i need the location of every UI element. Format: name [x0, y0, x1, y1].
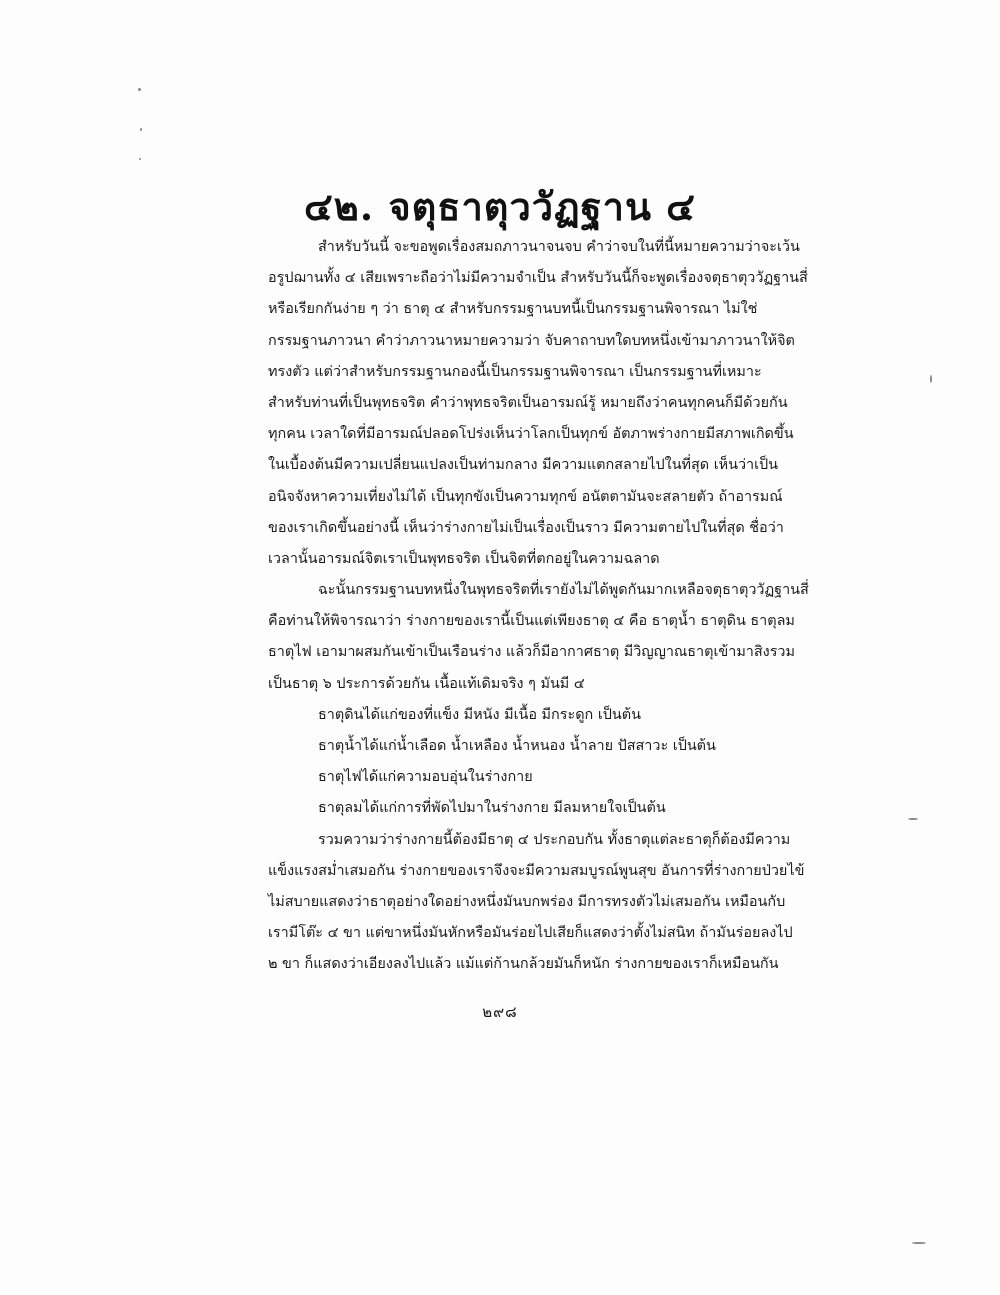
text-line: ๒ ขา ก็แสดงว่าเอียงลงไปแล้ว แม้แต่ก้านกล้วยมันก็หนัก ร่างกายของเราก็เหมือนกัน — [268, 956, 779, 973]
text-line: อรูปฌานทั้ง ๔ เสียเพราะถือว่าไม่มีความจำเป็น สำหรับวันนี้ก็จะพูดเรื่องจตุธาตุววัฏฐานสี่ — [268, 270, 808, 287]
scan-speck — [140, 128, 142, 131]
text-line: ในเบื้องต้นมีความเปลี่ยนแปลงเป็นท่ามกลาง มีความแตกสลายไปในที่สุด เห็นว่าเป็น — [268, 457, 779, 474]
scan-speck — [912, 1242, 926, 1244]
text-line: คือท่านให้พิจารณาว่า ร่างกายของเรานี้เป็นแต่เพียงธาตุ ๔ คือ ธาตุน้ำ ธาตุดิน ธาตุลม — [268, 613, 795, 630]
text-line: แข็งแรงสม่ำเสมอกัน ร่างกายของเราจึงจะมีความสมบูรณ์พูนสุข อันการที่ร่างกายป่วยไข้ — [268, 862, 805, 879]
text-line: ธาตุไฟได้แก่ความอบอุ่นในร่างกาย — [318, 769, 533, 786]
text-line: เวลานั้นอารมณ์จิตเราเป็นพุทธจริต เป็นจิตที่ตกอยู่ในความฉลาด — [268, 550, 660, 567]
text-line: กรรมฐานภาวนา คำว่าภาวนาหมายความว่า จับคาถาบทใดบทหนึ่งเข้ามาภาวนาให้จิต — [268, 332, 795, 349]
text-line: ไม่สบายแสดงว่าธาตุอย่างใดอย่างหนึ่งมันบกพร่อง มีการทรงตัวไม่เสมอกัน เหมือนกับ — [268, 893, 786, 910]
scan-speck — [138, 88, 141, 91]
text-line: ธาตุไฟ เอามาผสมกันเข้าเป็นเรือนร่าง แล้วก็มีอากาศธาตุ มีวิญญาณธาตุเข้ามาสิงรวม — [268, 644, 795, 661]
text-line: ธาตุลมได้แก่การที่พัดไปมาในร่างกาย มีลมหายใจเป็นต้น — [318, 800, 666, 817]
text-line: ทรงตัว แต่ว่าสำหรับกรรมฐานกองนี้เป็นกรรมฐานพิจารณา เป็นกรรมฐานที่เหมาะ — [268, 363, 762, 380]
text-line: ฉะนั้นกรรมฐานบทหนึ่งในพุทธจริตที่เรายังไม่ได้พูดกันมากเหลือจตุธาตุววัฏฐานสี่ — [318, 582, 809, 599]
scan-speck — [930, 375, 932, 383]
text-line: เป็นธาตุ ๖ ประการด้วยกัน เนื้อแท้เดิมจริง ๆ มันมี ๔ — [268, 675, 585, 692]
text-line: อนิจจังหาความเที่ยงไม่ได้ เป็นทุกขังเป็นความทุกข์ อนัตตามันจะสลายตัว ถ้าอารมณ์ — [268, 488, 783, 505]
text-line: ธาตุน้ำได้แก่น้ำเลือด น้ำเหลือง น้ำหนอง น้ำลาย ปัสสาวะ เป็นต้น — [318, 738, 716, 754]
text-line: สำหรับท่านที่เป็นพุทธจริต คำว่าพุทธจริตเป็นอารมณ์รู้ หมายถึงว่าคนทุกคนก็มีด้วยกัน — [268, 394, 788, 411]
body-text — [268, 232, 809, 981]
text-line: ทุกคน เวลาใดที่มีอารมณ์ปลอดโปร่งเห็นว่าโลกเป็นทุกข์ อัตภาพร่างกายมีสภาพเกิดขึ้น — [268, 426, 794, 443]
text-line: หรือเรียกกันง่าย ๆ ว่า ธาตุ ๔ สำหรับกรรมฐานบทนี้เป็นกรรมฐานพิจารณา ไม่ใช่ — [268, 301, 758, 318]
text-line: สำหรับวันนี้ จะขอพูดเรื่องสมถภาวนาจนจบ คำว่าจบในที่นี้หมายความว่าจะเว้น — [318, 239, 800, 255]
text-line: ธาตุดินได้แก่ของที่แข็ง มีหนัง มีเนื้อ มีกระดูก เป็นต้น — [318, 706, 641, 723]
scan-speck — [908, 818, 918, 820]
text-line: ของเราเกิดขึ้นอย่างนี้ เห็นว่าร่างกายไม่เป็นเรื่องเป็นราว มีความตายไปในที่สุด ชื่อว่า — [268, 519, 784, 536]
page-title: ๔๒. จตุธาตุววัฏฐาน ๔ — [304, 184, 696, 229]
text-line: รวมความว่าร่างกายนี้ต้องมีธาตุ ๔ ประกอบกัน ทั้งธาตุแต่ละธาตุก็ต้องมีความ — [318, 831, 791, 848]
scan-speck — [139, 158, 141, 160]
page-number: ๒๙๘ — [482, 1003, 518, 1021]
text-line: เรามีโต๊ะ ๔ ขา แต่ขาหนึ่งมันหักหรือมันร่อยไปเสียก็แสดงว่าตั้งไม่สนิท ถ้ามันร่อยลงไป — [268, 925, 793, 942]
